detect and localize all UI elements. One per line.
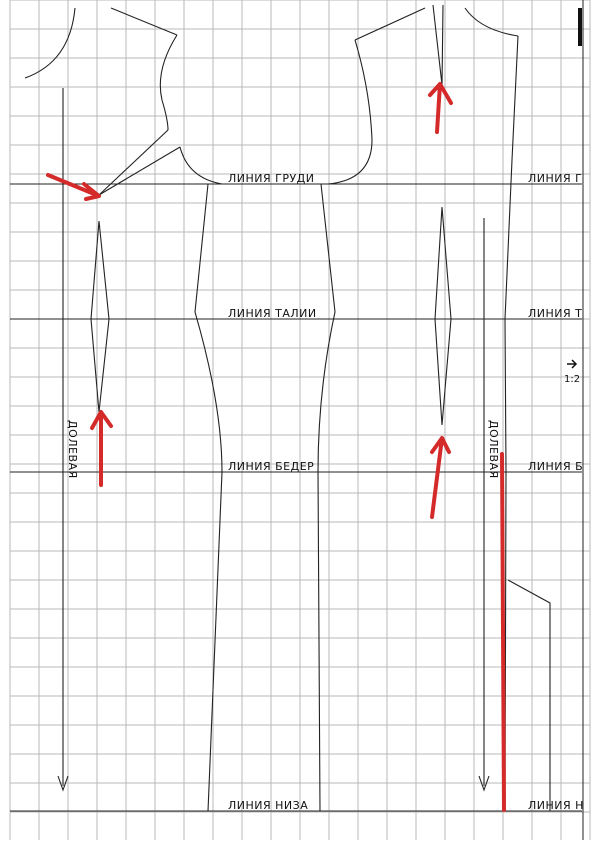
edge-marks [564, 0, 583, 840]
back-armhole [328, 40, 372, 184]
guide-lines [10, 184, 582, 811]
bust-line-label-back: ЛИНИЯ Г [528, 172, 583, 185]
front-waist-dart [91, 221, 109, 412]
waist-line-label-front: ЛИНИЯ ТАЛИИ [228, 307, 317, 320]
red-vent-line [502, 454, 504, 810]
shoulder-dart-left [433, 5, 442, 85]
hip-line-label-front: ЛИНИЯ БЕДЕР [228, 460, 315, 473]
red-arrow-front-dart [92, 412, 111, 485]
grainline-label-right: ДОЛЕВАЯ [487, 420, 500, 479]
back-center-seam [505, 36, 518, 811]
hem-line-label-front: ЛИНИЯ НИЗА [228, 799, 309, 812]
back-piece-outline [318, 5, 550, 811]
waist-line-label-back: ЛИНИЯ Т [528, 307, 583, 320]
hem-line-label-back: ЛИНИЯ Н [528, 799, 584, 812]
hip-line-label-back: ЛИНИЯ Б [528, 460, 584, 473]
red-annotations [48, 84, 504, 810]
front-shoulder [111, 8, 177, 35]
grainline-label-left: ДОЛЕВАЯ [66, 420, 79, 479]
red-arrow-back-dart [432, 438, 449, 517]
sheet-corner-mark [578, 8, 582, 46]
red-arrow-bust-dart [48, 175, 99, 199]
back-waist-dart [435, 207, 451, 425]
back-side-seam [318, 184, 335, 811]
front-side-seam [195, 184, 222, 811]
back-neckline [465, 8, 518, 36]
scale-label: 1:2 [564, 374, 581, 385]
bust-dart-upper [99, 130, 168, 195]
red-arrow-shoulder-dart [430, 84, 451, 132]
scale-arrow-icon [567, 360, 576, 368]
shoulder-dart-right [442, 5, 443, 85]
front-piece-outline [25, 8, 222, 811]
front-armhole-lower [180, 147, 222, 184]
bust-dart-lower [99, 147, 180, 195]
back-shoulder [355, 8, 425, 40]
bust-line-label-front: ЛИНИЯ ГРУДИ [228, 172, 315, 185]
